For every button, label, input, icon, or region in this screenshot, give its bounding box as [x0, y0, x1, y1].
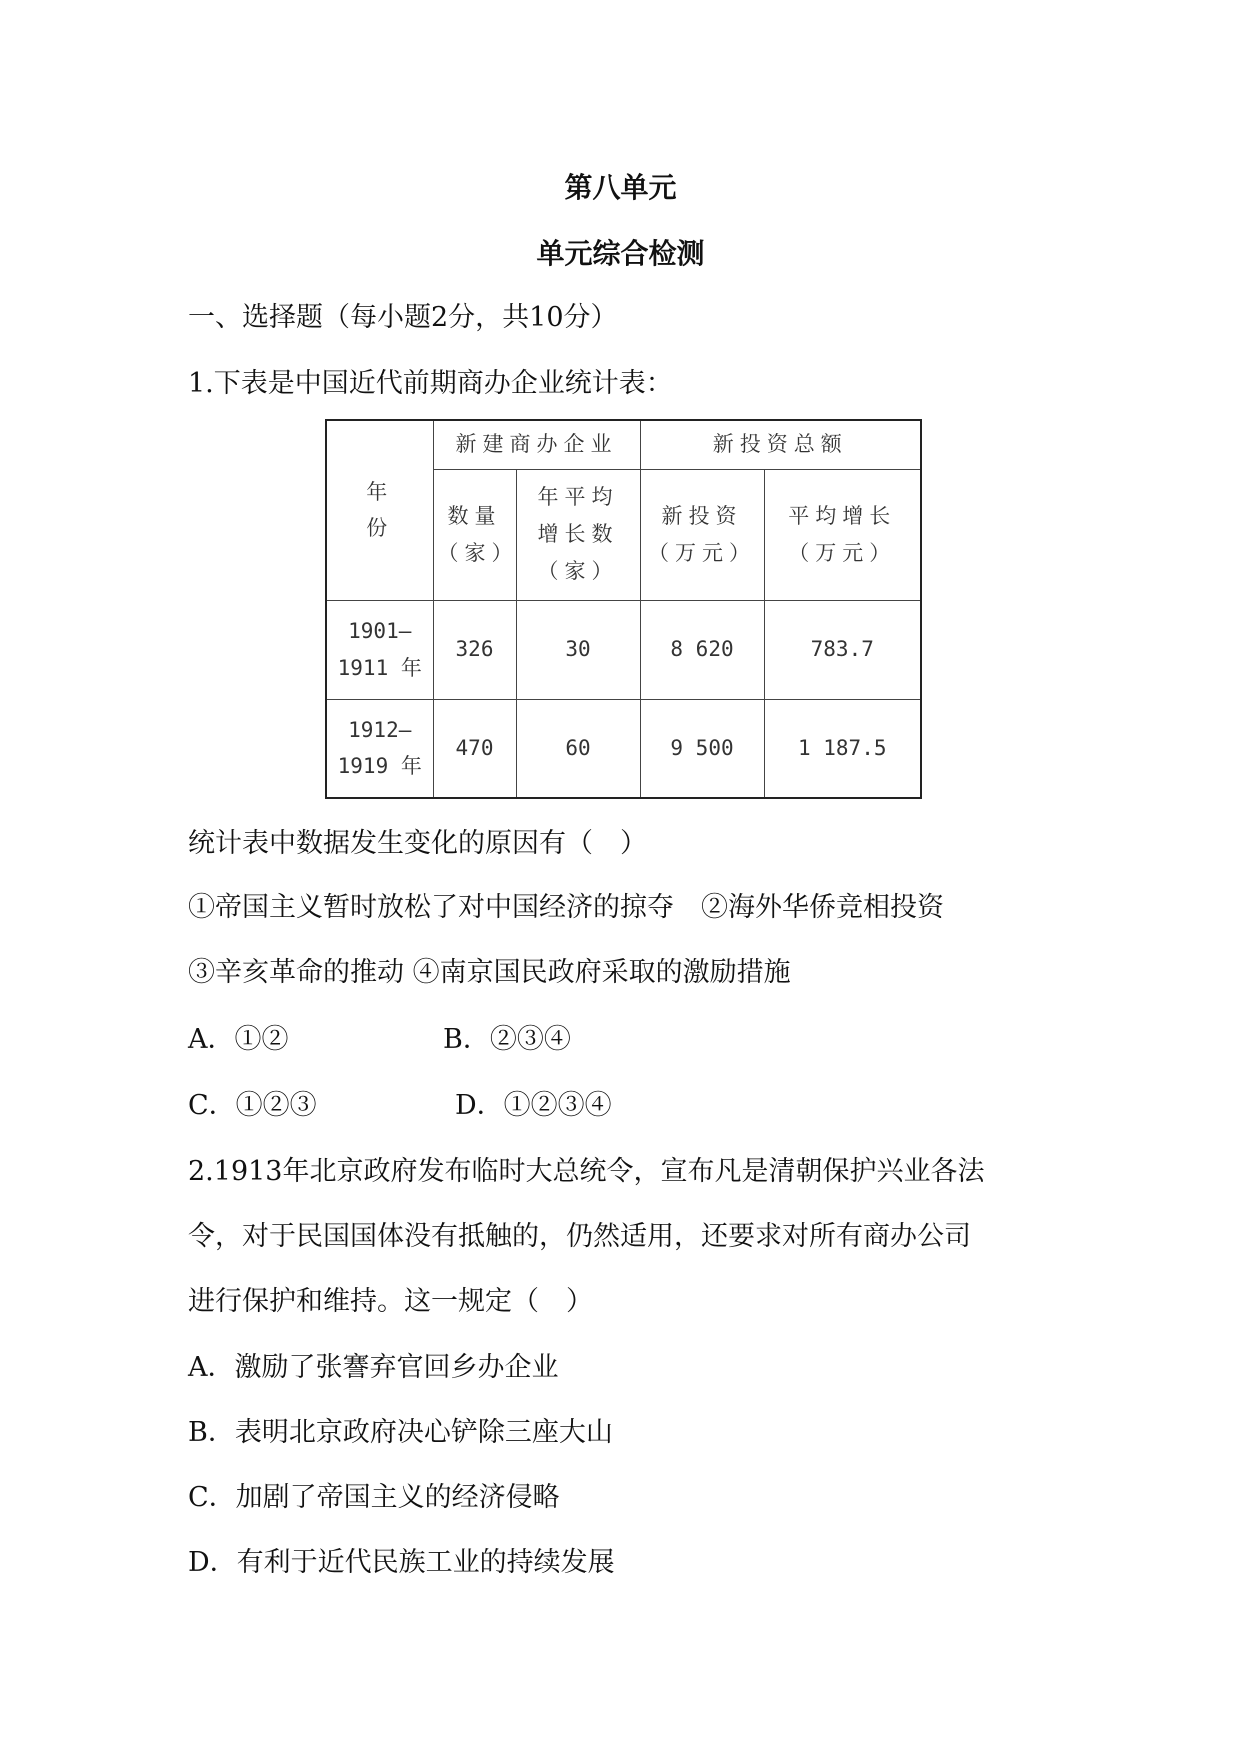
- question-2-line-2: 令，对于民国国体没有抵触的，仍然适用，还要求对所有商办公司: [188, 1221, 971, 1252]
- enterprise-statistics-table: [325, 419, 922, 799]
- count-cell: 326: [433, 600, 516, 699]
- col-avg-growth-investment-header: 平均增长 （万元）: [764, 469, 921, 600]
- statement-line-2: ③辛亥革命的推动 ④南京国民政府采取的激励措施: [188, 957, 791, 988]
- q2-option-c[interactable]: C．加剧了帝国主义的经济侵略: [188, 1482, 560, 1513]
- q1-option-b[interactable]: B．②③④: [443, 1024, 571, 1055]
- table-row: [326, 699, 921, 798]
- section-heading: 一、选择题（每小题2分，共10分）: [188, 302, 618, 333]
- col-avg-growth-count-header: 年平均 增长数 （家）: [516, 469, 640, 600]
- col-new-investment-header: 新投资 （万元）: [640, 469, 764, 600]
- year-header: 年 份: [326, 420, 433, 600]
- avg-count-cell: 30: [516, 600, 640, 699]
- q1-option-a[interactable]: A．①②: [188, 1024, 289, 1055]
- q1-option-c[interactable]: C．①②③: [188, 1090, 317, 1121]
- statement-line-1: ①帝国主义暂时放松了对中国经济的掠夺 ②海外华侨竞相投资: [188, 892, 944, 923]
- q2-option-a[interactable]: A．激励了张謇弃官回乡办企业: [188, 1352, 559, 1383]
- avg-investment-cell: 783.7: [764, 600, 921, 699]
- q2-option-b[interactable]: B．表明北京政府决心铲除三座大山: [188, 1417, 613, 1448]
- test-title: 单元综合检测: [536, 237, 705, 270]
- unit-title: 第八单元: [564, 171, 677, 204]
- table-header-row: [326, 420, 921, 469]
- question-1-stem: 1.下表是中国近代前期商办企业统计表：: [188, 368, 673, 399]
- q1-option-d[interactable]: D．①②③④: [455, 1090, 612, 1121]
- q2-option-d[interactable]: D．有利于近代民族工业的持续发展: [188, 1547, 615, 1578]
- avg-count-cell: 60: [516, 699, 640, 798]
- group-new-investment: 新投资总额: [640, 420, 921, 469]
- investment-cell: 8 620: [640, 600, 764, 699]
- year-cell: 1901— 1911 年: [326, 600, 433, 699]
- avg-investment-cell: 1 187.5: [764, 699, 921, 798]
- table-row: [326, 600, 921, 699]
- question-2-line-1: 2.1913年北京政府发布临时大总统令，宣布凡是清朝保护兴业各法: [188, 1156, 985, 1187]
- investment-cell: 9 500: [640, 699, 764, 798]
- year-cell: 1912— 1919 年: [326, 699, 433, 798]
- question-1-prompt: 统计表中数据发生变化的原因有（ ）: [188, 828, 647, 859]
- count-cell: 470: [433, 699, 516, 798]
- group-new-enterprises: 新建商办企业: [433, 420, 640, 469]
- question-2-line-3: 进行保护和维持。这一规定（ ）: [188, 1286, 593, 1317]
- col-count-header: 数量 （家）: [433, 469, 516, 600]
